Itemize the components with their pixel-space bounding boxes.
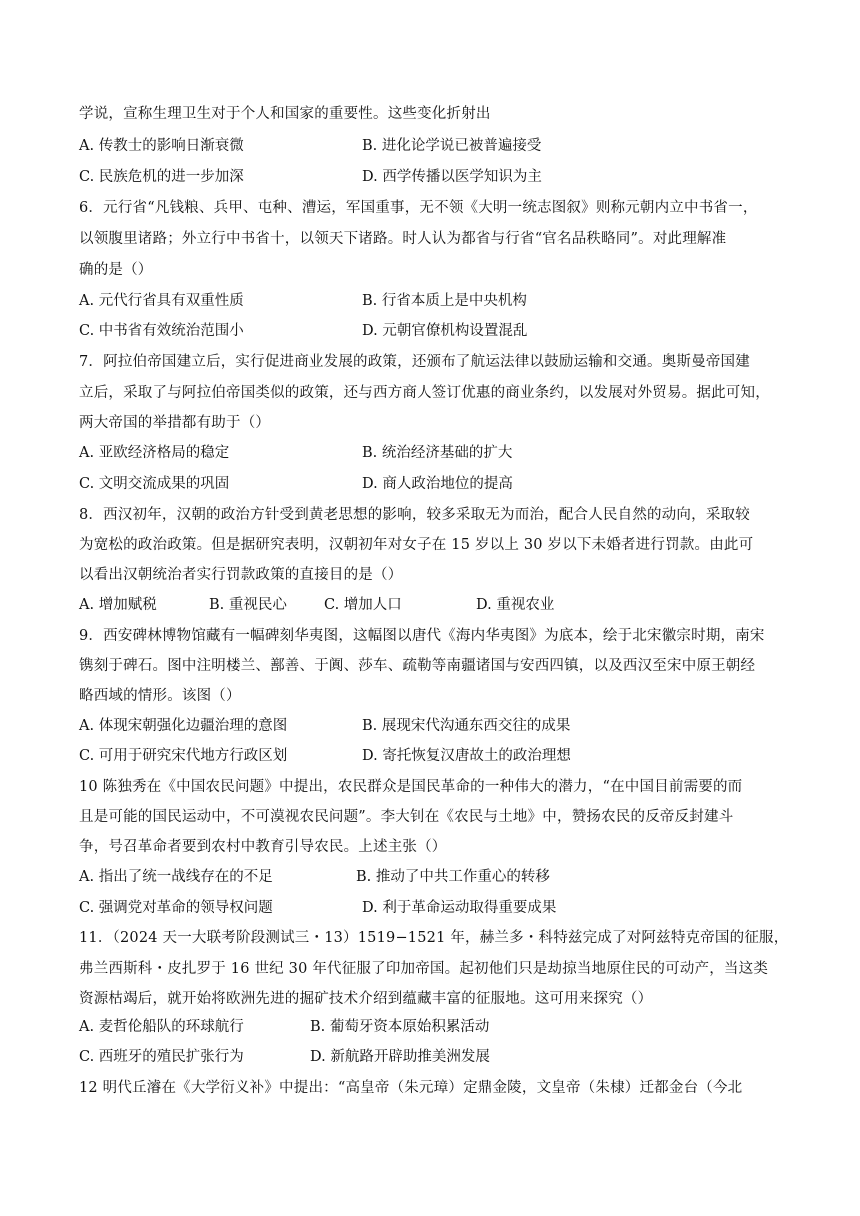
q11-stem-line-3: 资源枯竭后，就开始将欧洲先进的掘矿技术介绍到蕴藏丰富的征服地。这可用来探究（） (79, 991, 653, 1007)
q11-option-b[interactable]: B. 葡萄牙资本原始积累活动 (310, 1019, 490, 1035)
q5-option-c[interactable]: C. 民族危机的进一步加深 (79, 169, 244, 185)
q7-stem-line-1: 7．阿拉伯帝国建立后，实行促进商业发展的政策，还颁布了航运法律以鼓励运输和交通。奥斯曼帝国建 (79, 354, 750, 370)
q6-option-c[interactable]: C. 中书省有效统治范围小 (79, 323, 244, 339)
q11-option-c[interactable]: C. 西班牙的殖民扩张行为 (79, 1049, 244, 1065)
q12-stem-line-1: 12 明代丘濬在《大学衍义补》中提出：“高皇帝（朱元璋）定鼎金陵，文皇帝（朱棣）迁都金台（今北 (79, 1080, 743, 1096)
q7-option-b[interactable]: B. 统治经济基础的扩大 (362, 445, 513, 461)
q7-stem-line-2: 立后，采取了与阿拉伯帝国类似的政策，还与西方商人签订优惠的商业条约，以发展对外贸易。据此可知， (79, 385, 770, 401)
q9-stem-line-3: 略西域的情形。该图（） (79, 688, 241, 704)
q7-option-a[interactable]: A. 亚欧经济格局的稳定 (79, 445, 230, 461)
q6-stem-line-1: 6．元行省“凡钱粮、兵甲、屯种、漕运，军国重事，无不领《大明一统志图叙》则称元朝内立中书省一， (79, 200, 758, 216)
q10-option-c[interactable]: C. 强调党对革命的领导权问题 (79, 900, 273, 916)
q9-stem-line-1: 9．西安碑林博物馆藏有一幅碑刻华夷图，这幅图以唐代《海内华夷图》为底本，绘于北宋徽宗时期，南宋 (79, 628, 765, 644)
q5-option-d[interactable]: D. 西学传播以医学知识为主 (362, 169, 542, 185)
q5-option-b[interactable]: B. 进化论学说已被普遍接受 (362, 138, 542, 154)
q10-stem-line-2: 且是可能的国民运动中，不可漠视农民问题”。李大钊在《农民与土地》中，赞扬农民的反帝反封建斗 (79, 809, 734, 825)
q8-stem-line-3: 以看出汉朝统治者实行罚款政策的直接目的是（） (79, 567, 403, 583)
q11-stem-line-2: 弗兰西斯科・皮扎罗于 16 世纪 30 年代征服了印加帝国。起初他们只是劫掠当地原住民的可动产，当这类 (79, 961, 769, 977)
q7-stem-line-3: 两大帝国的举措都有助于（） (79, 415, 271, 431)
q10-option-b[interactable]: B. 推动了中共工作重心的转移 (356, 869, 550, 885)
q11-option-d[interactable]: D. 新航路开辟助推美洲发展 (310, 1049, 490, 1065)
q8-stem-line-2: 为宽松的政治政策。但是据研究表明，汉朝初年对女子在 15 岁以上 30 岁以下未婚者进行罚款。由此可 (79, 537, 754, 553)
q11-stem-line-1: 11．（2024 天一大联考阶段测试三・13）1519−1521 年，赫兰多・科特兹完成了对阿兹特克帝国的征服， (79, 930, 789, 946)
q9-option-a[interactable]: A. 体现宋朝强化边疆治理的意图 (79, 718, 288, 734)
q8-option-c[interactable]: C. 增加人口 (324, 597, 402, 613)
q6-option-d[interactable]: D. 元朝官僚机构设置混乱 (362, 323, 528, 339)
q8-option-b[interactable]: B. 重视民心 (209, 597, 287, 613)
q10-option-d[interactable]: D. 利于革命运动取得重要成果 (362, 900, 557, 916)
q9-option-c[interactable]: C. 可用于研究宋代地方行政区划 (79, 748, 288, 764)
q9-option-d[interactable]: D. 寄托恢复汉唐故土的政治理想 (362, 748, 571, 764)
q8-stem-line-1: 8．西汉初年，汉朝的政治方针受到黄老思想的影响，较多采取无为而治，配合人民自然的动向，采取较 (79, 507, 750, 523)
q6-option-a[interactable]: A. 元代行省具有双重性质 (79, 293, 244, 309)
q10-option-a[interactable]: A. 指出了统一战线存在的不足 (79, 869, 273, 885)
q6-stem-line-2: 以领腹里诸路；外立行中书省十，以领天下诸路。时人认为都省与行省“官名品秩略同”。对此理解准 (79, 231, 727, 247)
q8-option-d[interactable]: D. 重视农业 (476, 597, 555, 613)
q10-stem-line-3: 争，号召革命者要到农村中教育引导农民。上述主张（） (79, 839, 447, 855)
q6-option-b[interactable]: B. 行省本质上是中央机构 (362, 293, 527, 309)
q8-option-a[interactable]: A. 增加赋税 (79, 597, 157, 613)
q5-option-a[interactable]: A. 传教士的影响日渐衰微 (79, 138, 244, 154)
q9-stem-line-2: 镌刻于碑石。图中注明楼兰、鄯善、于阗、莎车、疏勒等南疆诸国与安西四镇，以及西汉至宋中原王朝经 (79, 658, 756, 674)
q11-option-a[interactable]: A. 麦哲伦船队的环球航行 (79, 1019, 244, 1035)
q5-stem-tail: 学说，宣称生理卫生对于个人和国家的重要性。这些变化折射出 (79, 106, 491, 122)
q7-option-c[interactable]: C. 文明交流成果的巩固 (79, 476, 230, 492)
q9-option-b[interactable]: B. 展现宋代沟通东西交往的成果 (362, 718, 571, 734)
q7-option-d[interactable]: D. 商人政治地位的提高 (362, 476, 513, 492)
q6-stem-line-3: 确的是（） (79, 262, 153, 278)
q10-stem-line-1: 10 陈独秀在《中国农民问题》中提出，农民群众是国民革命的一种伟大的潜力，“在中国目前需要的而 (79, 779, 743, 795)
